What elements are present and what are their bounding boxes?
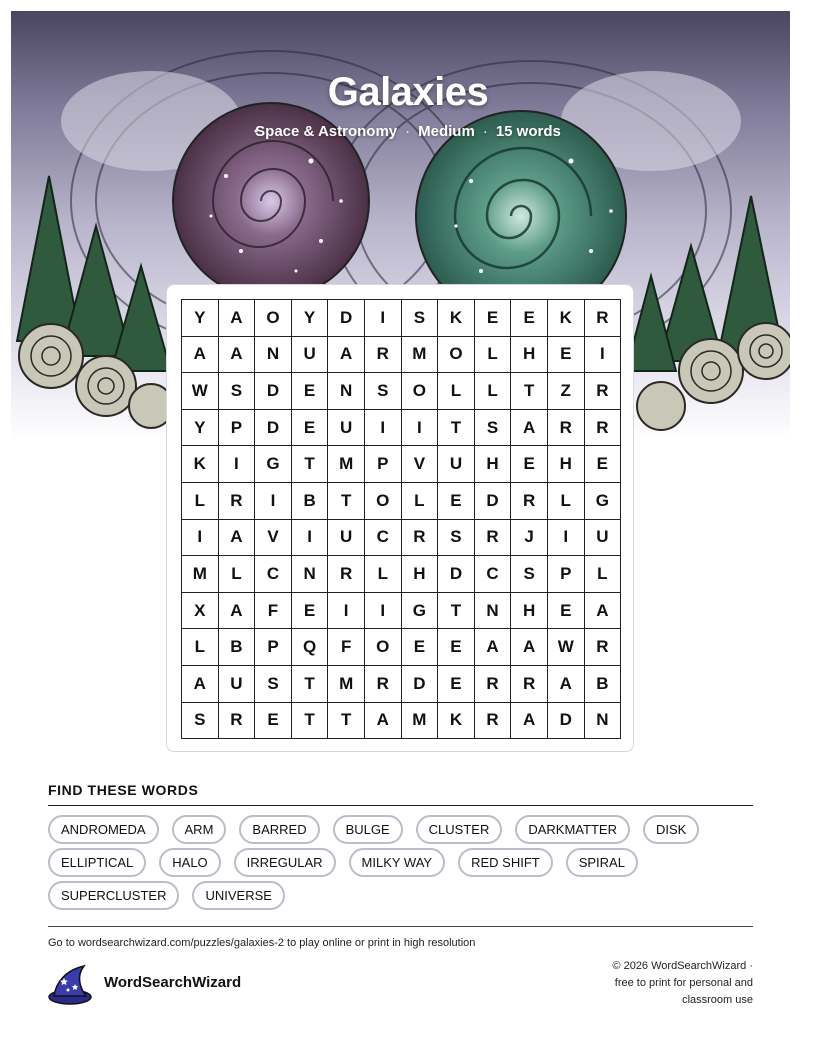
- word-chip: DISK: [643, 815, 699, 844]
- grid-cell[interactable]: S: [402, 300, 439, 337]
- grid-cell[interactable]: A: [219, 593, 256, 630]
- grid-cell[interactable]: R: [365, 337, 402, 374]
- grid-cell[interactable]: A: [511, 410, 548, 447]
- grid-cell[interactable]: R: [402, 520, 439, 557]
- grid-cell[interactable]: S: [219, 373, 256, 410]
- grid-cell[interactable]: S: [475, 410, 512, 447]
- grid-cell[interactable]: R: [585, 373, 622, 410]
- word-chip: BULGE: [333, 815, 403, 844]
- grid-cell[interactable]: A: [511, 629, 548, 666]
- grid-cell[interactable]: T: [328, 483, 365, 520]
- grid-cell[interactable]: G: [585, 483, 622, 520]
- grid-cell[interactable]: L: [475, 337, 512, 374]
- grid-cell[interactable]: A: [365, 703, 402, 740]
- grid-cell[interactable]: A: [475, 629, 512, 666]
- grid-cell[interactable]: I: [365, 410, 402, 447]
- grid-cell[interactable]: L: [438, 373, 475, 410]
- grid-cell[interactable]: E: [438, 629, 475, 666]
- meta-word-count: 15 words: [495, 123, 561, 140]
- grid-cell[interactable]: P: [365, 446, 402, 483]
- copyright-line: free to print for personal and: [614, 977, 753, 989]
- grid-cell[interactable]: K: [438, 703, 475, 740]
- grid-cell[interactable]: E: [292, 410, 329, 447]
- grid-cell[interactable]: Y: [182, 300, 219, 337]
- grid-cell[interactable]: E: [511, 300, 548, 337]
- grid-cell[interactable]: C: [475, 556, 512, 593]
- grid-cell[interactable]: E: [255, 703, 292, 740]
- grid-cell[interactable]: T: [511, 373, 548, 410]
- grid-cell[interactable]: H: [475, 446, 512, 483]
- word-chip: MILKY WAY: [349, 848, 446, 877]
- grid-cell[interactable]: B: [219, 629, 256, 666]
- grid-cell[interactable]: D: [438, 556, 475, 593]
- grid-cell[interactable]: E: [292, 373, 329, 410]
- grid-cell[interactable]: K: [548, 300, 585, 337]
- grid-cell[interactable]: A: [219, 300, 256, 337]
- grid-cell[interactable]: S: [255, 666, 292, 703]
- grid-cell[interactable]: E: [475, 300, 512, 337]
- grid-cell[interactable]: S: [365, 373, 402, 410]
- letter-grid[interactable]: [181, 299, 621, 739]
- word-chip: ELLIPTICAL: [48, 848, 146, 877]
- grid-cell[interactable]: C: [255, 556, 292, 593]
- grid-cell[interactable]: R: [475, 520, 512, 557]
- grid-cell[interactable]: E: [585, 446, 622, 483]
- grid-cell[interactable]: L: [182, 629, 219, 666]
- divider: [48, 805, 753, 806]
- grid-cell[interactable]: R: [328, 556, 365, 593]
- grid-cell[interactable]: R: [585, 410, 622, 447]
- grid-cell[interactable]: E: [548, 337, 585, 374]
- grid-cell[interactable]: W: [182, 373, 219, 410]
- grid-cell[interactable]: M: [328, 666, 365, 703]
- grid-cell[interactable]: U: [292, 337, 329, 374]
- word-list-heading: FIND THESE WORDS: [48, 782, 199, 798]
- word-chip: UNIVERSE: [192, 881, 284, 910]
- word-chip: ARM: [172, 815, 227, 844]
- word-chip: IRREGULAR: [234, 848, 336, 877]
- grid-cell[interactable]: U: [328, 410, 365, 447]
- footer-url-text: Go to wordsearchwizard.com/puzzles/galaxies-2 to play online or print in high resolution: [48, 937, 476, 949]
- grid-cell[interactable]: U: [438, 446, 475, 483]
- word-chip: RED SHIFT: [458, 848, 553, 877]
- page-title: Galaxies: [327, 70, 489, 114]
- grid-cell[interactable]: W: [548, 629, 585, 666]
- grid-cell[interactable]: A: [548, 666, 585, 703]
- grid-cell[interactable]: I: [182, 520, 219, 557]
- grid-cell[interactable]: B: [292, 483, 329, 520]
- grid-cell[interactable]: E: [511, 446, 548, 483]
- meta-category: Space & Astronomy: [255, 123, 398, 140]
- grid-cell[interactable]: I: [328, 593, 365, 630]
- grid-cell[interactable]: D: [255, 373, 292, 410]
- word-chip: ANDROMEDA: [48, 815, 159, 844]
- grid-cell[interactable]: T: [292, 703, 329, 740]
- grid-cell[interactable]: E: [438, 666, 475, 703]
- grid-cell[interactable]: D: [328, 300, 365, 337]
- meta-difficulty: Medium: [418, 123, 475, 140]
- wizard-hat-icon: [46, 964, 92, 1006]
- grid-cell[interactable]: R: [511, 483, 548, 520]
- grid-cell[interactable]: S: [511, 556, 548, 593]
- grid-cell[interactable]: R: [365, 666, 402, 703]
- puzzle-meta: [0, 123, 816, 140]
- grid-cell[interactable]: I: [292, 520, 329, 557]
- grid-cell[interactable]: C: [365, 520, 402, 557]
- grid-cell[interactable]: M: [328, 446, 365, 483]
- grid-cell[interactable]: T: [438, 593, 475, 630]
- grid-cell[interactable]: K: [438, 300, 475, 337]
- grid-cell[interactable]: S: [438, 520, 475, 557]
- grid-cell[interactable]: O: [255, 300, 292, 337]
- grid-cell[interactable]: A: [219, 337, 256, 374]
- grid-cell[interactable]: I: [402, 410, 439, 447]
- grid-cell[interactable]: H: [402, 556, 439, 593]
- grid-cell[interactable]: P: [219, 410, 256, 447]
- grid-cell[interactable]: T: [292, 446, 329, 483]
- grid-cell[interactable]: V: [402, 446, 439, 483]
- copyright-line: © 2026 WordSearchWizard ·: [612, 960, 753, 972]
- grid-cell[interactable]: I: [548, 520, 585, 557]
- grid-cell[interactable]: V: [255, 520, 292, 557]
- grid-cell[interactable]: A: [219, 520, 256, 557]
- grid-cell[interactable]: R: [475, 703, 512, 740]
- grid-cell[interactable]: Y: [182, 410, 219, 447]
- grid-cell[interactable]: N: [292, 556, 329, 593]
- grid-cell[interactable]: T: [328, 703, 365, 740]
- grid-cell[interactable]: D: [475, 483, 512, 520]
- grid-cell[interactable]: L: [402, 483, 439, 520]
- grid-cell[interactable]: M: [402, 703, 439, 740]
- grid-cell[interactable]: S: [182, 703, 219, 740]
- grid-cell[interactable]: U: [328, 520, 365, 557]
- meta-separator: ·: [482, 123, 488, 140]
- grid-cell[interactable]: D: [548, 703, 585, 740]
- word-chip: SPIRAL: [566, 848, 638, 877]
- meta-separator: ·: [405, 123, 411, 140]
- grid-cell[interactable]: O: [402, 373, 439, 410]
- grid-cell[interactable]: R: [548, 410, 585, 447]
- grid-cell[interactable]: O: [365, 483, 402, 520]
- grid-cell[interactable]: T: [438, 410, 475, 447]
- grid-cell[interactable]: L: [365, 556, 402, 593]
- grid-cell[interactable]: I: [255, 483, 292, 520]
- grid-cell[interactable]: F: [328, 629, 365, 666]
- grid-cell[interactable]: O: [365, 629, 402, 666]
- grid-cell[interactable]: O: [438, 337, 475, 374]
- grid-cell[interactable]: B: [585, 666, 622, 703]
- divider: [48, 926, 753, 927]
- grid-cell[interactable]: A: [182, 337, 219, 374]
- grid-cell[interactable]: E: [438, 483, 475, 520]
- grid-cell[interactable]: E: [292, 593, 329, 630]
- grid-cell[interactable]: E: [548, 593, 585, 630]
- grid-cell[interactable]: A: [511, 703, 548, 740]
- grid-cell[interactable]: F: [255, 593, 292, 630]
- brand-name: WordSearchWizard: [104, 974, 242, 991]
- grid-cell[interactable]: P: [255, 629, 292, 666]
- grid-cell[interactable]: K: [182, 446, 219, 483]
- grid-cell[interactable]: T: [292, 666, 329, 703]
- grid-cell[interactable]: L: [585, 556, 622, 593]
- grid-cell[interactable]: L: [219, 556, 256, 593]
- grid-cell[interactable]: H: [548, 446, 585, 483]
- grid-cell[interactable]: A: [328, 337, 365, 374]
- grid-cell[interactable]: X: [182, 593, 219, 630]
- grid-cell[interactable]: L: [182, 483, 219, 520]
- word-list: [48, 815, 768, 910]
- grid-cell[interactable]: D: [255, 410, 292, 447]
- grid-cell[interactable]: Q: [292, 629, 329, 666]
- word-chip: HALO: [159, 848, 220, 877]
- grid-cell[interactable]: D: [402, 666, 439, 703]
- word-chip: SUPERCLUSTER: [48, 881, 179, 910]
- grid-cell[interactable]: L: [548, 483, 585, 520]
- grid-cell[interactable]: I: [219, 446, 256, 483]
- grid-cell[interactable]: N: [328, 373, 365, 410]
- grid-cell[interactable]: Z: [548, 373, 585, 410]
- grid-cell[interactable]: G: [255, 446, 292, 483]
- grid-cell[interactable]: R: [219, 483, 256, 520]
- grid-cell[interactable]: M: [182, 556, 219, 593]
- grid-cell[interactable]: N: [255, 337, 292, 374]
- grid-cell[interactable]: U: [585, 520, 622, 557]
- grid-cell[interactable]: R: [585, 300, 622, 337]
- word-chip: DARKMATTER: [515, 815, 630, 844]
- grid-cell[interactable]: R: [475, 666, 512, 703]
- grid-cell[interactable]: G: [402, 593, 439, 630]
- grid-cell[interactable]: I: [365, 593, 402, 630]
- grid-cell[interactable]: R: [219, 703, 256, 740]
- grid-cell[interactable]: H: [511, 593, 548, 630]
- grid-cell[interactable]: N: [475, 593, 512, 630]
- grid-cell[interactable]: I: [365, 300, 402, 337]
- grid-cell[interactable]: N: [585, 703, 622, 740]
- grid-cell[interactable]: A: [585, 593, 622, 630]
- grid-cell[interactable]: P: [548, 556, 585, 593]
- grid-cell[interactable]: R: [511, 666, 548, 703]
- grid-cell[interactable]: R: [585, 629, 622, 666]
- grid-cell[interactable]: A: [182, 666, 219, 703]
- grid-cell[interactable]: M: [402, 337, 439, 374]
- grid-cell[interactable]: H: [511, 337, 548, 374]
- grid-cell[interactable]: I: [585, 337, 622, 374]
- word-chip: BARRED: [239, 815, 319, 844]
- copyright-notice: [553, 958, 753, 1009]
- grid-cell[interactable]: J: [511, 520, 548, 557]
- grid-cell[interactable]: Y: [292, 300, 329, 337]
- copyright-line: classroom use: [682, 994, 753, 1006]
- grid-cell[interactable]: U: [219, 666, 256, 703]
- grid-cell[interactable]: L: [475, 373, 512, 410]
- grid-cell[interactable]: E: [402, 629, 439, 666]
- word-chip: CLUSTER: [416, 815, 503, 844]
